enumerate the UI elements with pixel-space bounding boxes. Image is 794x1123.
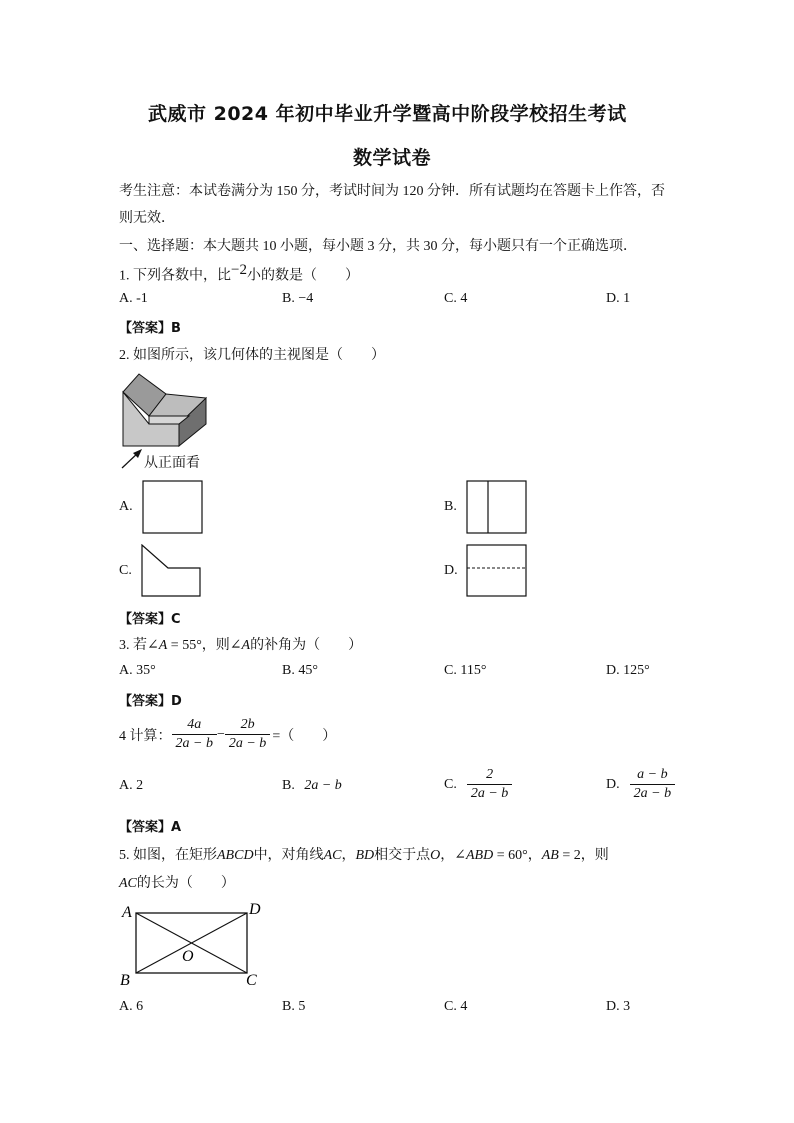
q4-option-c bbox=[444, 766, 512, 803]
q2-option-d-label: D. bbox=[444, 563, 458, 578]
q4-frac1-den: 2a − b bbox=[172, 734, 217, 753]
vertex-c-label: C bbox=[246, 972, 257, 989]
q3-suffix: 的补角为（ ） bbox=[250, 638, 363, 653]
q4-frac1-num: 4a bbox=[187, 717, 202, 732]
center-o-label: O bbox=[182, 948, 194, 965]
q3-option-c: C. 115° bbox=[444, 663, 487, 678]
q5-l1a: 5. 如图，在矩形 bbox=[119, 848, 217, 863]
q2-option-c-figure bbox=[140, 544, 204, 598]
q4-frac2 bbox=[225, 716, 270, 753]
q4-suffix: =（ ） bbox=[272, 728, 337, 744]
q4-option-b-value: 2a − b bbox=[304, 778, 342, 793]
q3-mid: = 55°，则∠ bbox=[167, 638, 242, 653]
q5-l1e: ，∠ bbox=[440, 848, 466, 863]
q4-answer: 【答案】A bbox=[119, 820, 182, 835]
q4-option-c-frac bbox=[467, 766, 512, 803]
q3-var2: A bbox=[241, 638, 251, 653]
q4-stem bbox=[119, 716, 336, 753]
vertex-b-label: B bbox=[120, 972, 130, 989]
q3-var1: A bbox=[158, 638, 168, 653]
q5-ab: AB bbox=[541, 848, 559, 863]
q2-option-d-figure bbox=[466, 544, 528, 598]
q1-option-b: B. −4 bbox=[282, 291, 314, 306]
q1-stem bbox=[119, 262, 359, 285]
q5-l1b: 中，对角线 bbox=[253, 848, 324, 863]
q5-ac: AC bbox=[323, 848, 342, 863]
q1-option-d: D. 1 bbox=[606, 291, 631, 306]
q5-rect: ABCD bbox=[217, 848, 254, 863]
q4-option-c-den: 2a − b bbox=[467, 784, 512, 803]
q1-stem-prefix: 1. 下列各数中，比 bbox=[119, 268, 231, 284]
q3-prefix: 3. 若∠ bbox=[119, 638, 159, 653]
q4-option-d-den: 2a − b bbox=[630, 784, 675, 803]
q4-option-d bbox=[606, 766, 675, 803]
q4-frac1 bbox=[172, 716, 217, 753]
q2-option-b-figure bbox=[466, 480, 528, 535]
q5-l1g: = 2，则 bbox=[558, 848, 609, 863]
q4-minus: − bbox=[216, 726, 225, 742]
q4-option-d-label: D. bbox=[606, 776, 620, 792]
notice-line1: 考生注意：本试卷满分为 150 分，考试时间为 120 分钟．所有试题均在答题卡上作答，否 bbox=[119, 184, 665, 199]
exam-title: 武威市 2024 年初中毕业升学暨高中阶段学校招生考试 bbox=[148, 103, 627, 125]
q4-option-d-frac bbox=[630, 766, 675, 803]
q5-option-a: A. 6 bbox=[119, 999, 144, 1014]
notice-line2: 则无效． bbox=[119, 211, 175, 226]
section-heading: 一、选择题：本大题共 10 小题，每小题 3 分，共 30 分，每小题只有一个正确选项． bbox=[119, 239, 637, 254]
q1-value: −2 bbox=[231, 262, 247, 278]
q5-option-d: D. 3 bbox=[606, 999, 631, 1014]
q1-option-c: C. 4 bbox=[444, 291, 468, 306]
q5-stem-line1 bbox=[119, 844, 609, 864]
q4-frac2-num: 2b bbox=[240, 717, 255, 732]
q4-option-a: A. 2 bbox=[119, 778, 144, 793]
q4-option-c-num: 2 bbox=[486, 767, 494, 782]
q3-option-b: B. 45° bbox=[282, 663, 318, 678]
vertex-d-label: D bbox=[249, 901, 261, 918]
q4-option-b bbox=[282, 778, 342, 794]
q5-l1c: ， bbox=[341, 848, 356, 863]
q3-option-d: D. 125° bbox=[606, 663, 650, 678]
q1-answer: 【答案】B bbox=[119, 321, 181, 336]
q5-l1f: = 60°， bbox=[493, 848, 542, 863]
q5-l2-rest: 的长为（ ） bbox=[136, 876, 235, 891]
q1-stem-suffix: 小的数是（ ） bbox=[246, 268, 359, 284]
q4-option-b-label: B. bbox=[282, 778, 295, 793]
view-direction-label: 从正面看 bbox=[144, 456, 200, 471]
q5-option-b: B. 5 bbox=[282, 999, 306, 1014]
q3-answer: 【答案】D bbox=[119, 694, 182, 709]
q4-option-d-num: a − b bbox=[637, 767, 668, 782]
q5-bd: BD bbox=[355, 848, 375, 863]
rectangle-figure bbox=[118, 898, 270, 992]
q4-prefix: 4 计算： bbox=[119, 728, 172, 744]
q4-frac2-den: 2a − b bbox=[225, 734, 270, 753]
q1-option-a: A. -1 bbox=[119, 291, 148, 306]
q5-option-c: C. 4 bbox=[444, 999, 468, 1014]
exam-subtitle: 数学试卷 bbox=[353, 147, 432, 169]
q2-option-c-label: C. bbox=[119, 563, 132, 578]
q2-stem: 2. 如图所示，该几何体的主视图是（ ） bbox=[119, 348, 385, 363]
q2-option-b-label: B. bbox=[444, 499, 457, 514]
q2-answer: 【答案】C bbox=[119, 612, 181, 627]
q2-option-a-label: A. bbox=[119, 499, 133, 514]
q3-option-a: A. 35° bbox=[119, 663, 156, 678]
q4-option-c-label: C. bbox=[444, 776, 457, 792]
q3-stem bbox=[119, 634, 362, 654]
q5-abd: ABD bbox=[465, 848, 494, 863]
q2-option-a-figure bbox=[142, 480, 204, 535]
q5-stem-line2 bbox=[119, 872, 235, 892]
q5-l1d: 相交于点 bbox=[374, 848, 431, 863]
vertex-a-label: A bbox=[122, 904, 132, 921]
q5-l2-var: AC bbox=[119, 876, 137, 891]
q5-o: O bbox=[430, 848, 441, 863]
